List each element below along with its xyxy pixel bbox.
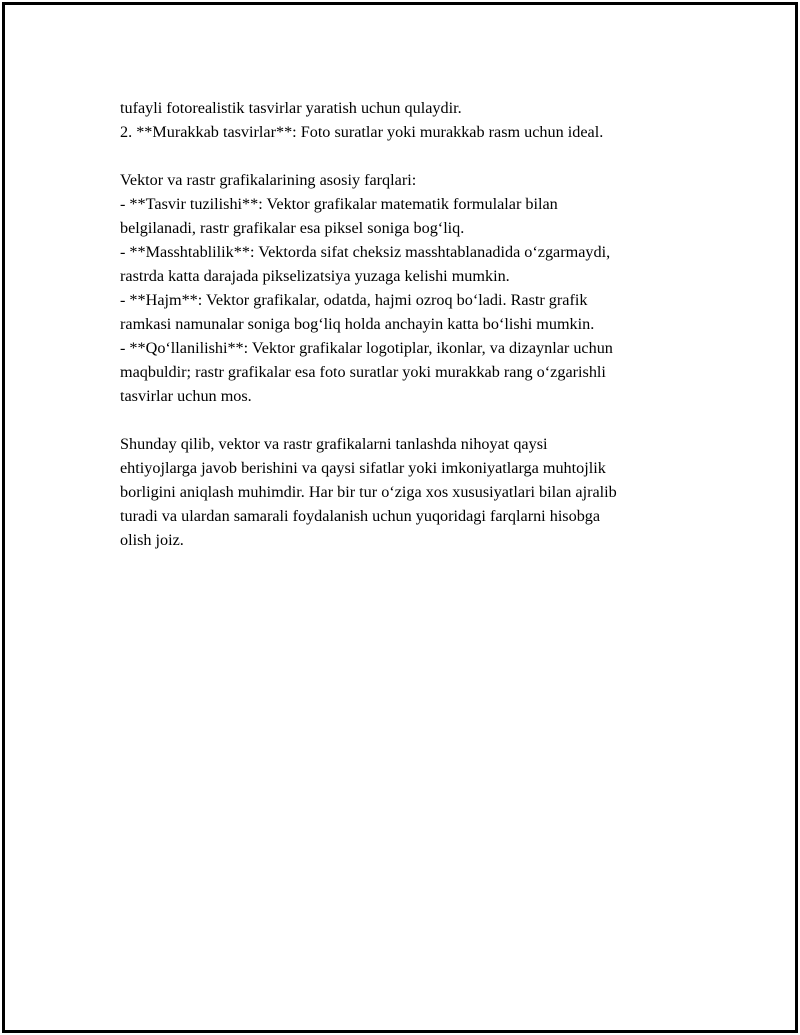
intro-paragraph	[120, 96, 700, 144]
text-line: ehtiyojlarga javob berishini va qaysi sifatlar yoki imkoniyatlarga muhtojlik	[120, 459, 606, 477]
paragraph-gap	[120, 408, 700, 432]
differences-paragraph	[120, 168, 700, 408]
paragraph-gap	[120, 144, 700, 168]
text-line: turadi va ulardan samarali foydalanish uchun yuqoridagi farqlarni hisobga	[120, 507, 601, 525]
text-line: - **Qo‘llanilishi**: Vektor grafikalar logotiplar, ikonlar, va dizaynlar uchun	[120, 339, 613, 357]
text-line: ramkasi namunalar soniga bog‘liq holda anchayin katta bo‘lishi mumkin.	[120, 315, 595, 333]
text-line: maqbuldir; rastr grafikalar esa foto suratlar yoki murakkab rang o‘zgarishli	[120, 363, 606, 381]
text-line: 2. **Murakkab tasvirlar**: Foto suratlar yoki murakkab rasm uchun ideal.	[120, 123, 604, 141]
text-line: borligini aniqlash muhimdir. Har bir tur o‘ziga xos xususiyatlari bilan ajralib	[120, 483, 617, 501]
text-line: tufayli fotorealistik tasvirlar yaratish uchun qulaydir.	[120, 99, 462, 117]
page-frame	[2, 2, 798, 1033]
text-line: - **Tasvir tuzilishi**: Vektor grafikalar matematik formulalar bilan	[120, 195, 558, 213]
section-heading: Vektor va rastr grafikalarining asosiy farqlari:	[120, 171, 417, 189]
document-body	[120, 96, 700, 552]
text-line: - **Hajm**: Vektor grafikalar, odatda, hajmi ozroq bo‘ladi. Rastr grafik	[120, 291, 588, 309]
text-line: belgilanadi, rastr grafikalar esa piksel soniga bog‘liq.	[120, 219, 465, 237]
text-line: Shunday qilib, vektor va rastr grafikalarni tanlashda nihoyat qaysi	[120, 435, 548, 453]
text-line: tasvirlar uchun mos.	[120, 387, 252, 405]
text-line: olish joiz.	[120, 531, 184, 549]
text-line: rastrda katta darajada pikselizatsiya yuzaga kelishi mumkin.	[120, 267, 510, 285]
conclusion-paragraph	[120, 432, 700, 552]
text-line: - **Masshtablilik**: Vektorda sifat cheksiz masshtablanadida o‘zgarmaydi,	[120, 243, 611, 261]
